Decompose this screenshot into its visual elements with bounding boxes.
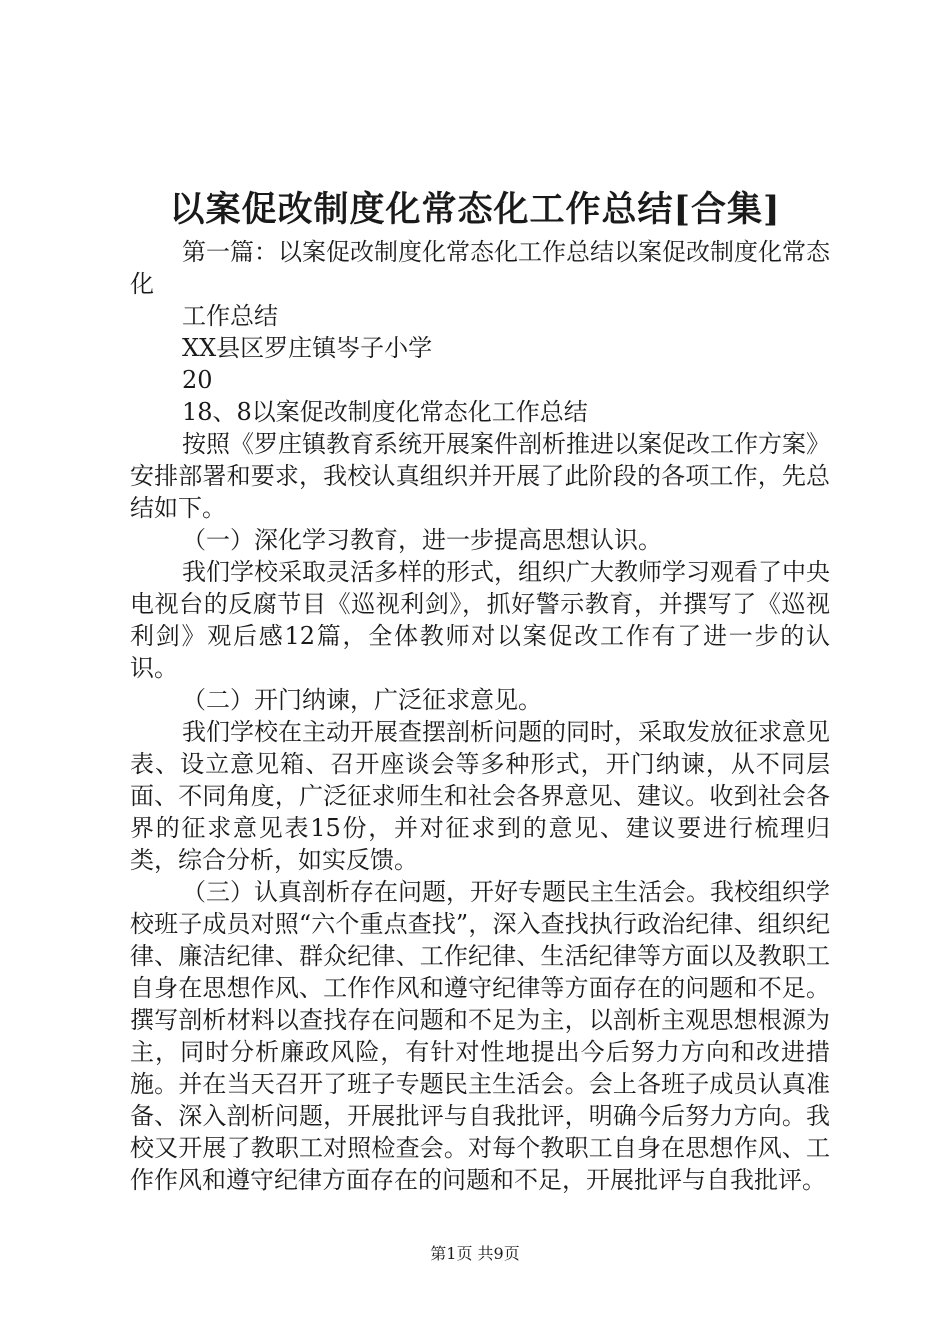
paragraph-school: XX县区罗庄镇岑子小学 xyxy=(182,334,433,362)
paragraph-subtitle: 工作总结 xyxy=(182,302,278,330)
paragraph-section-1: 我们学校采取灵活多样的形式，组织广大教师学习观看了中央电视台的反腐节目《巡视利剑》，抓好警示教育，并撰写了《巡视利剑》观后感12篇，全体教师对以案促改工作有了进一步的认识。 xyxy=(130,558,830,682)
paragraph-section-3: （三）认真剖析存在问题，开好专题民主生活会。我校组织学校班子成员对照“六个重点查找”，深入查找执行政治纪律、组织纪律、廉洁纪律、群众纪律、工作纪律、生活纪律等方面以及教职工自身在思想作风、工作作风和遵守纪律等方面存在的问题和不足。撰写剖析材料以查找存在问题和不足为主，以剖析主观思想根源为主，同时分析廉政风险，有针对性地提出今后努力方向和改进措施。并在当天召开了班子专题民主生活会。会上各班子成员认真准备、深入剖析问题，开展批评与自我批评，明确今后努力方向。我校又开展了教职工对照检查会。对每个教职工自身在思想作风、工作作风和遵守纪律方面存在的问题和不足，开展批评与自我批评。 xyxy=(130,878,830,1194)
paragraph-date-heading: 18、8以案促改制度化常态化工作总结 xyxy=(182,398,588,426)
paragraph-overview: 按照《罗庄镇教育系统开展案件剖析推进以案促改工作方案》安排部署和要求，我校认真组织并开展了此阶段的各项工作，先总结如下。 xyxy=(130,430,830,522)
paragraph-intro: 第一篇：以案促改制度化常态化工作总结以案促改制度化常态化 xyxy=(130,238,830,298)
paragraph-year: 20 xyxy=(182,366,213,394)
section-heading-1: （一）深化学习教育，进一步提高思想认识。 xyxy=(182,526,662,554)
section-heading-2: （二）开门纳谏，广泛征求意见。 xyxy=(182,686,542,714)
paragraph-section-2: 我们学校在主动开展查摆剖析问题的同时，采取发放征求意见表、设立意见箱、召开座谈会等多种形式，开门纳谏，从不同层面、不同角度，广泛征求师生和社会各界意见、建议。收到社会各界的征求意见表15份，并对征求到的意见、建议要进行梳理归类，综合分析，如实反馈。 xyxy=(130,718,830,874)
page-number-footer: 第1页 共9页 xyxy=(430,1244,520,1263)
document-title: 以案促改制度化常态化工作总结[合集] xyxy=(169,189,781,230)
document-body xyxy=(130,236,830,1196)
